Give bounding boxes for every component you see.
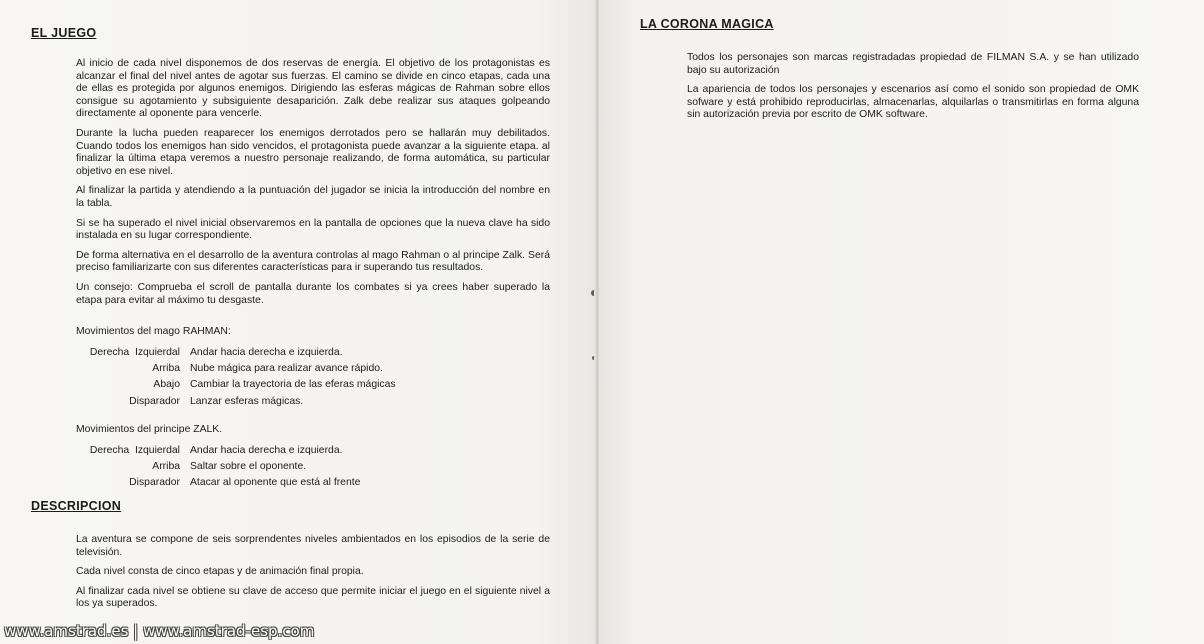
control-action: Saltar sobre el oponente. <box>190 461 307 473</box>
el-juego-body <box>76 58 550 314</box>
control-row <box>76 345 396 361</box>
control-action: Andar hacia derecha e izquierda. <box>190 445 343 456</box>
descripcion-paragraph: Cada nivel consta de cinco etapas y de animación final propia. <box>76 566 364 578</box>
control-action: Nube mágica para realizar avance rápido. <box>190 363 383 375</box>
control-key: Derecha Izquierdal <box>89 347 180 358</box>
control-key: Arriba <box>152 461 180 473</box>
control-row <box>76 475 360 491</box>
descripcion-body <box>76 534 550 618</box>
control-row <box>76 377 396 393</box>
watermark-text: www.amstrad.es | www.amstrad-esp.com <box>4 622 315 640</box>
control-key: Derecha Izquierdal <box>89 445 180 456</box>
control-action: Lanzar esferas mágicas. <box>190 395 304 407</box>
corona-magica-heading: LA CORONA MAGICA <box>640 17 774 31</box>
rahman-controls-list <box>76 345 396 410</box>
el-juego-paragraph: Si se ha superado el nivel inicial observaremos en la pantalla de opciones que la nueva clave ha sido instalada en su lugar correspondiente. <box>76 217 550 242</box>
control-row <box>76 361 396 377</box>
el-juego-heading: EL JUEGO <box>31 26 97 40</box>
zalk-controls-title: Movimientos del principe ZALK. <box>76 424 223 435</box>
control-row <box>76 443 360 459</box>
el-juego-paragraph: De forma alternativa en el desarrollo de la aventura controlas al mago Rahman o al principe Zalk. Será preciso familiarizarte con sus diferentes características para ir superando tus resultados. <box>76 249 550 274</box>
control-key: Disparador <box>129 477 180 489</box>
el-juego-paragraph: Al inicio de cada nivel disponemos de dos reservas de energía. El objetivo de los protagonistas es alcanzar el final del nivel antes de agotar sus fuerzas. El camino se divide en cinco etapas, cada una de ellas es protegida por algunos enemigos. Dirigiendo las esferas mágicas de Rahman sobre ellos consigue su agotamiento y subsiguiente desaparición. Zalk debe realizar sus ataques golpeando directamente al oponente para vencerle. <box>76 58 550 120</box>
descripcion-paragraph: Al finalizar cada nivel se obtiene su clave de acceso que permite iniciar el juego en el siguiente nivel a los ya superados. <box>76 585 550 610</box>
control-action: Cambiar la trayectoria de las eferas mágicas <box>190 379 396 391</box>
rahman-controls-title: Movimientos del mago RAHMAN: <box>76 326 231 337</box>
zalk-controls-list <box>76 443 360 492</box>
right-page <box>599 0 1204 644</box>
el-juego-paragraph: Al finalizar la partida y atendiendo a la puntuación del jugador se inicia la introducción del nombre en la tabla. <box>76 185 550 209</box>
left-page <box>0 0 597 644</box>
copyright-paragraph: La apariencia de todos los personajes y escenarios así como el sonido son propiedad de OMK sofware y está prohibido reproducirlas, almacenarlas, alquilarlas o transmitirlas en forma alguna sin autorización previa por escrito de OMK software. <box>687 84 1139 121</box>
copyright-paragraph: Todos los personajes son marcas registradadas propiedad de FILMAN S.A. y se han utilizado bajo su autorización <box>687 52 1139 76</box>
control-key: Disparador <box>129 395 180 407</box>
control-action: Atacar al oponente que está al frente <box>190 477 361 489</box>
control-row <box>76 394 396 410</box>
descripcion-heading: DESCRIPCION <box>31 499 122 513</box>
control-key: Arriba <box>152 363 180 375</box>
copyright-body <box>687 52 1139 129</box>
control-action: Andar hacia derecha e izquierda. <box>190 347 343 358</box>
control-key: Abajo <box>153 379 180 391</box>
descripcion-paragraph: La aventura se compone de seis sorprendentes niveles ambientados en los episodios de la serie de televisión. <box>76 534 550 558</box>
el-juego-paragraph: Durante la lucha pueden reaparecer los enemigos derrotados pero se hallarán muy debilitados. Cuando todos los enemigos han sido vencidos, el protagonista puede avanzar a la siguiente etapa. al finalizar la última etapa veremos a nuestro personaje realizando, de forma automática, su particular objetivo en ese nivel. <box>76 127 550 177</box>
el-juego-paragraph: Un consejo: Comprueba el scroll de pantalla durante los combates si ya crees haber superado la etapa para evitar al máximo tu desgaste. <box>76 281 550 306</box>
control-row <box>76 459 360 475</box>
